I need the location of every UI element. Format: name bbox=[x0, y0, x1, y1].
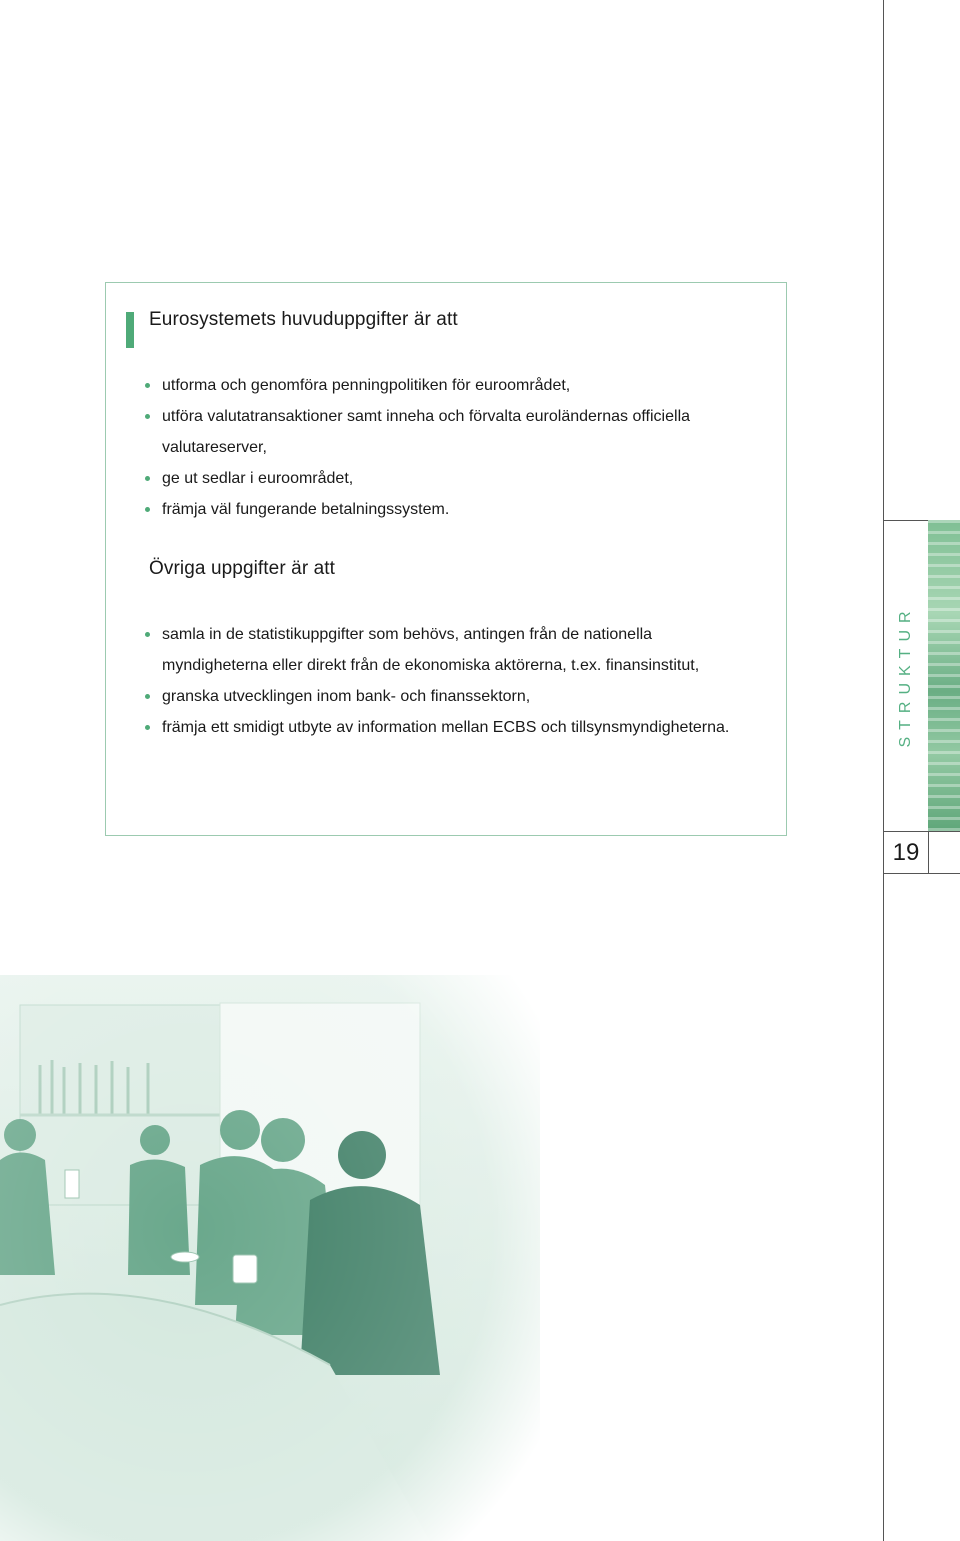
bullet-icon bbox=[145, 725, 150, 730]
page-number: 19 bbox=[892, 838, 920, 866]
heading-accent-bar bbox=[126, 312, 134, 348]
bullet-icon bbox=[145, 383, 150, 388]
list-item: utforma och genomföra penningpolitiken för euroområdet, bbox=[138, 370, 758, 401]
page-number-rule-bottom bbox=[883, 873, 960, 874]
bullet-icon bbox=[145, 632, 150, 637]
list-item: främja ett smidigt utbyte av information mellan ECBS och tillsynsmyndigheterna. bbox=[138, 712, 758, 743]
main-tasks-heading: Eurosystemets huvuduppgifter är att bbox=[149, 309, 458, 330]
list-item: utföra valutatransaktioner samt inneha och förvalta euroländernas officiella valutareserver, bbox=[138, 401, 758, 463]
bullet-icon bbox=[145, 507, 150, 512]
meeting-photo bbox=[0, 975, 540, 1541]
meeting-illustration bbox=[0, 975, 540, 1541]
other-tasks-list bbox=[138, 619, 758, 743]
bullet-icon bbox=[145, 694, 150, 699]
list-item: granska utvecklingen inom bank- och finanssektorn, bbox=[138, 681, 758, 712]
list-item: ge ut sedlar i euroområdet, bbox=[138, 463, 758, 494]
list-item: samla in de statistikuppgifter som behövs, antingen från de nationella myndigheterna eller direkt från de ekonomiska aktörerna, t.ex. finansinstitut, bbox=[138, 619, 758, 681]
list-item: främja väl fungerande betalningssystem. bbox=[138, 494, 758, 525]
page-number-rule-right bbox=[928, 831, 929, 874]
section-label: STRUKTUR bbox=[897, 604, 914, 748]
bullet-icon bbox=[145, 414, 150, 419]
main-tasks-list bbox=[138, 370, 758, 525]
other-tasks-heading: Övriga uppgifter är att bbox=[149, 558, 336, 579]
section-thumbnail-image bbox=[928, 520, 960, 832]
bullet-icon bbox=[145, 476, 150, 481]
